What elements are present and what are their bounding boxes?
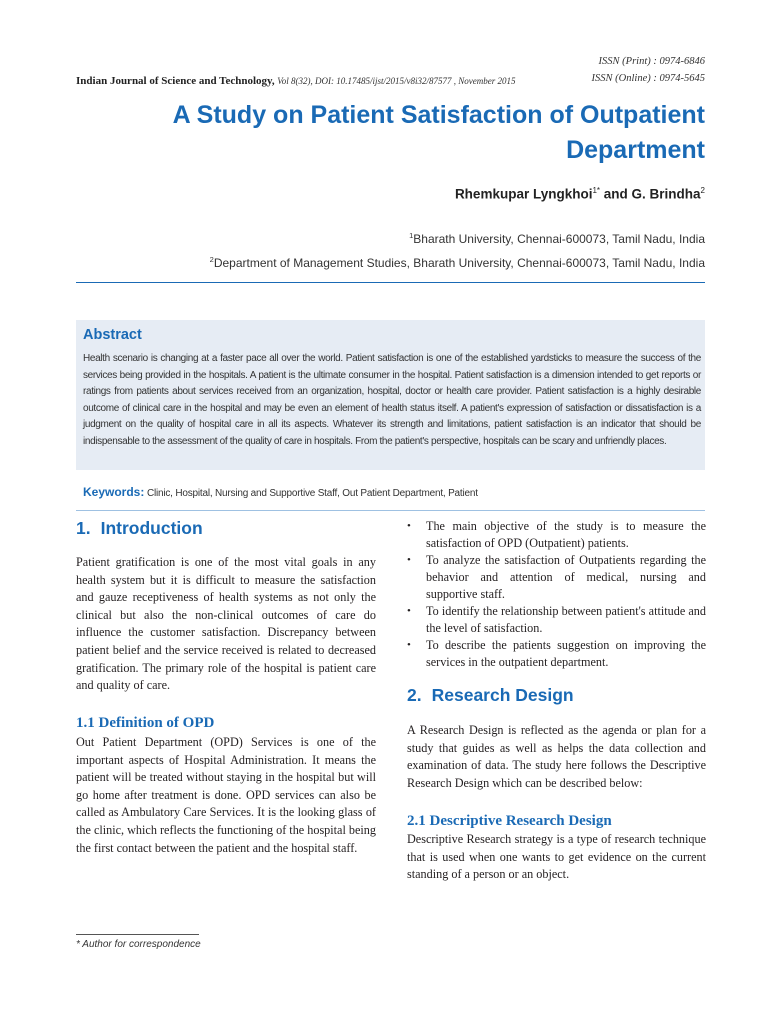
keywords: [83, 485, 478, 499]
list-item: • To analyze the satisfaction of Outpatients regarding the behavior and attention of medical, nursing and supportive staff.: [407, 552, 706, 603]
section-title: Introduction: [100, 518, 203, 538]
section-number: 2.: [407, 685, 422, 705]
opd-paragraph: Out Patient Department (OPD) Services is one of the important aspects of Hospital Administration. It means the patient will be treated without staying in the hospital but will go home after treatment is done. OPD services can also be called as Ambulatory Care Services. It is the looking glass of the clinic, which reflects the functioning of the hospital being the first contact between the patient and the hospital staff.: [76, 735, 376, 855]
article-title: A Study on Patient Satisfaction of Outpatient Department: [172, 101, 705, 164]
affiliation-1-marker: 1: [409, 231, 414, 240]
affiliation-2-text: Department of Management Studies, Bharath University, Chennai-600073, Tamil Nadu, India: [213, 256, 705, 270]
section-heading-research-design: [407, 685, 574, 706]
affiliation-2: [210, 255, 705, 270]
affiliation-2-marker: 2: [209, 255, 214, 264]
subsection-heading-opd: 1.1 Definition of OPD: [76, 715, 215, 731]
section-number: 1.: [76, 518, 91, 538]
introduction-paragraph: Patient gratification is one of the most vital goals in any health system but it is difficult to measure the satisfaction and gauze receptiveness of health systems as not only the clinical but also the non-clinical outcomes of care do influence the customer satisfaction. Discrepancy between patient belief and the service received is related to decreased gratification. The primary role of the hospital is patient care and quality of care.: [76, 555, 376, 693]
list-item: • The main objective of the study is to measure the satisfaction of OPD (Outpatient) patients.: [407, 518, 706, 552]
list-item: • To identify the relationship between patient's attitude and the level of satisfaction.: [407, 603, 706, 637]
subsection-heading-descriptive: 2.1 Descriptive Research Design: [407, 813, 612, 829]
author-join: and G. Brindha: [600, 186, 701, 202]
keywords-label: Keywords:: [83, 485, 145, 499]
affiliation-1: [409, 231, 705, 246]
keywords-text: Clinic, Hospital, Nursing and Supportive Staff, Out Patient Department, Patient: [144, 488, 478, 499]
section-title: Research Design: [431, 685, 574, 705]
header-divider: [76, 282, 705, 283]
author-2-marker: 2: [700, 186, 705, 195]
list-item: • To describe the patients suggestion on improving the services in the outpatient department.: [407, 637, 706, 671]
affiliation-1-text: Bharath University, Chennai-600073, Tamil Nadu, India: [413, 232, 705, 246]
journal-header: [76, 75, 516, 87]
research-design-paragraph: A Research Design is reflected as the agenda or plan for a study that guides as well as helps the data collection and examination of data. The study here follows the Descriptive Research Design which can be described below:: [407, 723, 706, 790]
descriptive-paragraph: Descriptive Research strategy is a type of research technique that is used when one wants to get evidence on the current standing of a person or an object.: [407, 832, 706, 882]
author-1: Rhemkupar Lyngkhoi: [454, 186, 593, 202]
journal-meta: Vol 8(32), DOI: 10.17485/ijst/2015/v8i32/87577 , November 2015: [277, 76, 516, 86]
author-1-marker: 1*: [592, 186, 601, 195]
objectives-list: [407, 518, 706, 671]
abstract-heading: Abstract: [83, 327, 142, 343]
keywords-divider: [76, 510, 705, 511]
footnote: * Author for correspondence: [76, 939, 201, 950]
author-line: [455, 186, 705, 202]
section-heading-introduction: [76, 518, 203, 539]
abstract-text: Health scenario is changing at a faster pace all over the world. Patient satisfaction is one of the established yardsticks to measure the success of the services being provided in the hospitals. A patient is the ultimate consumer in the hospital. Patient satisfaction is a dimension intended to get reports or ratings from patients about services received from an organization, hospital, doctor or health care provider. Patient satisfaction is a highly desirable outcome of clinical care in the hospital and may be even an element of health status itself. A patient's expression of satisfaction or dissatisfaction is a judgment on the quality of hospital care in all its aspects. Whatever its strength and limitations, patient satisfaction is an indicator that should be indispensable to the assessment of the quality of care in hospitals. From the patient's perspective, hospitals can be scary and unfriendly places.: [83, 353, 701, 447]
issn-print: ISSN (Print) : 0974-6846: [598, 56, 705, 67]
journal-name: Indian Journal of Science and Technology,: [76, 75, 275, 87]
issn-online: ISSN (Online) : 0974-5645: [591, 73, 705, 84]
footnote-divider: [76, 934, 199, 935]
